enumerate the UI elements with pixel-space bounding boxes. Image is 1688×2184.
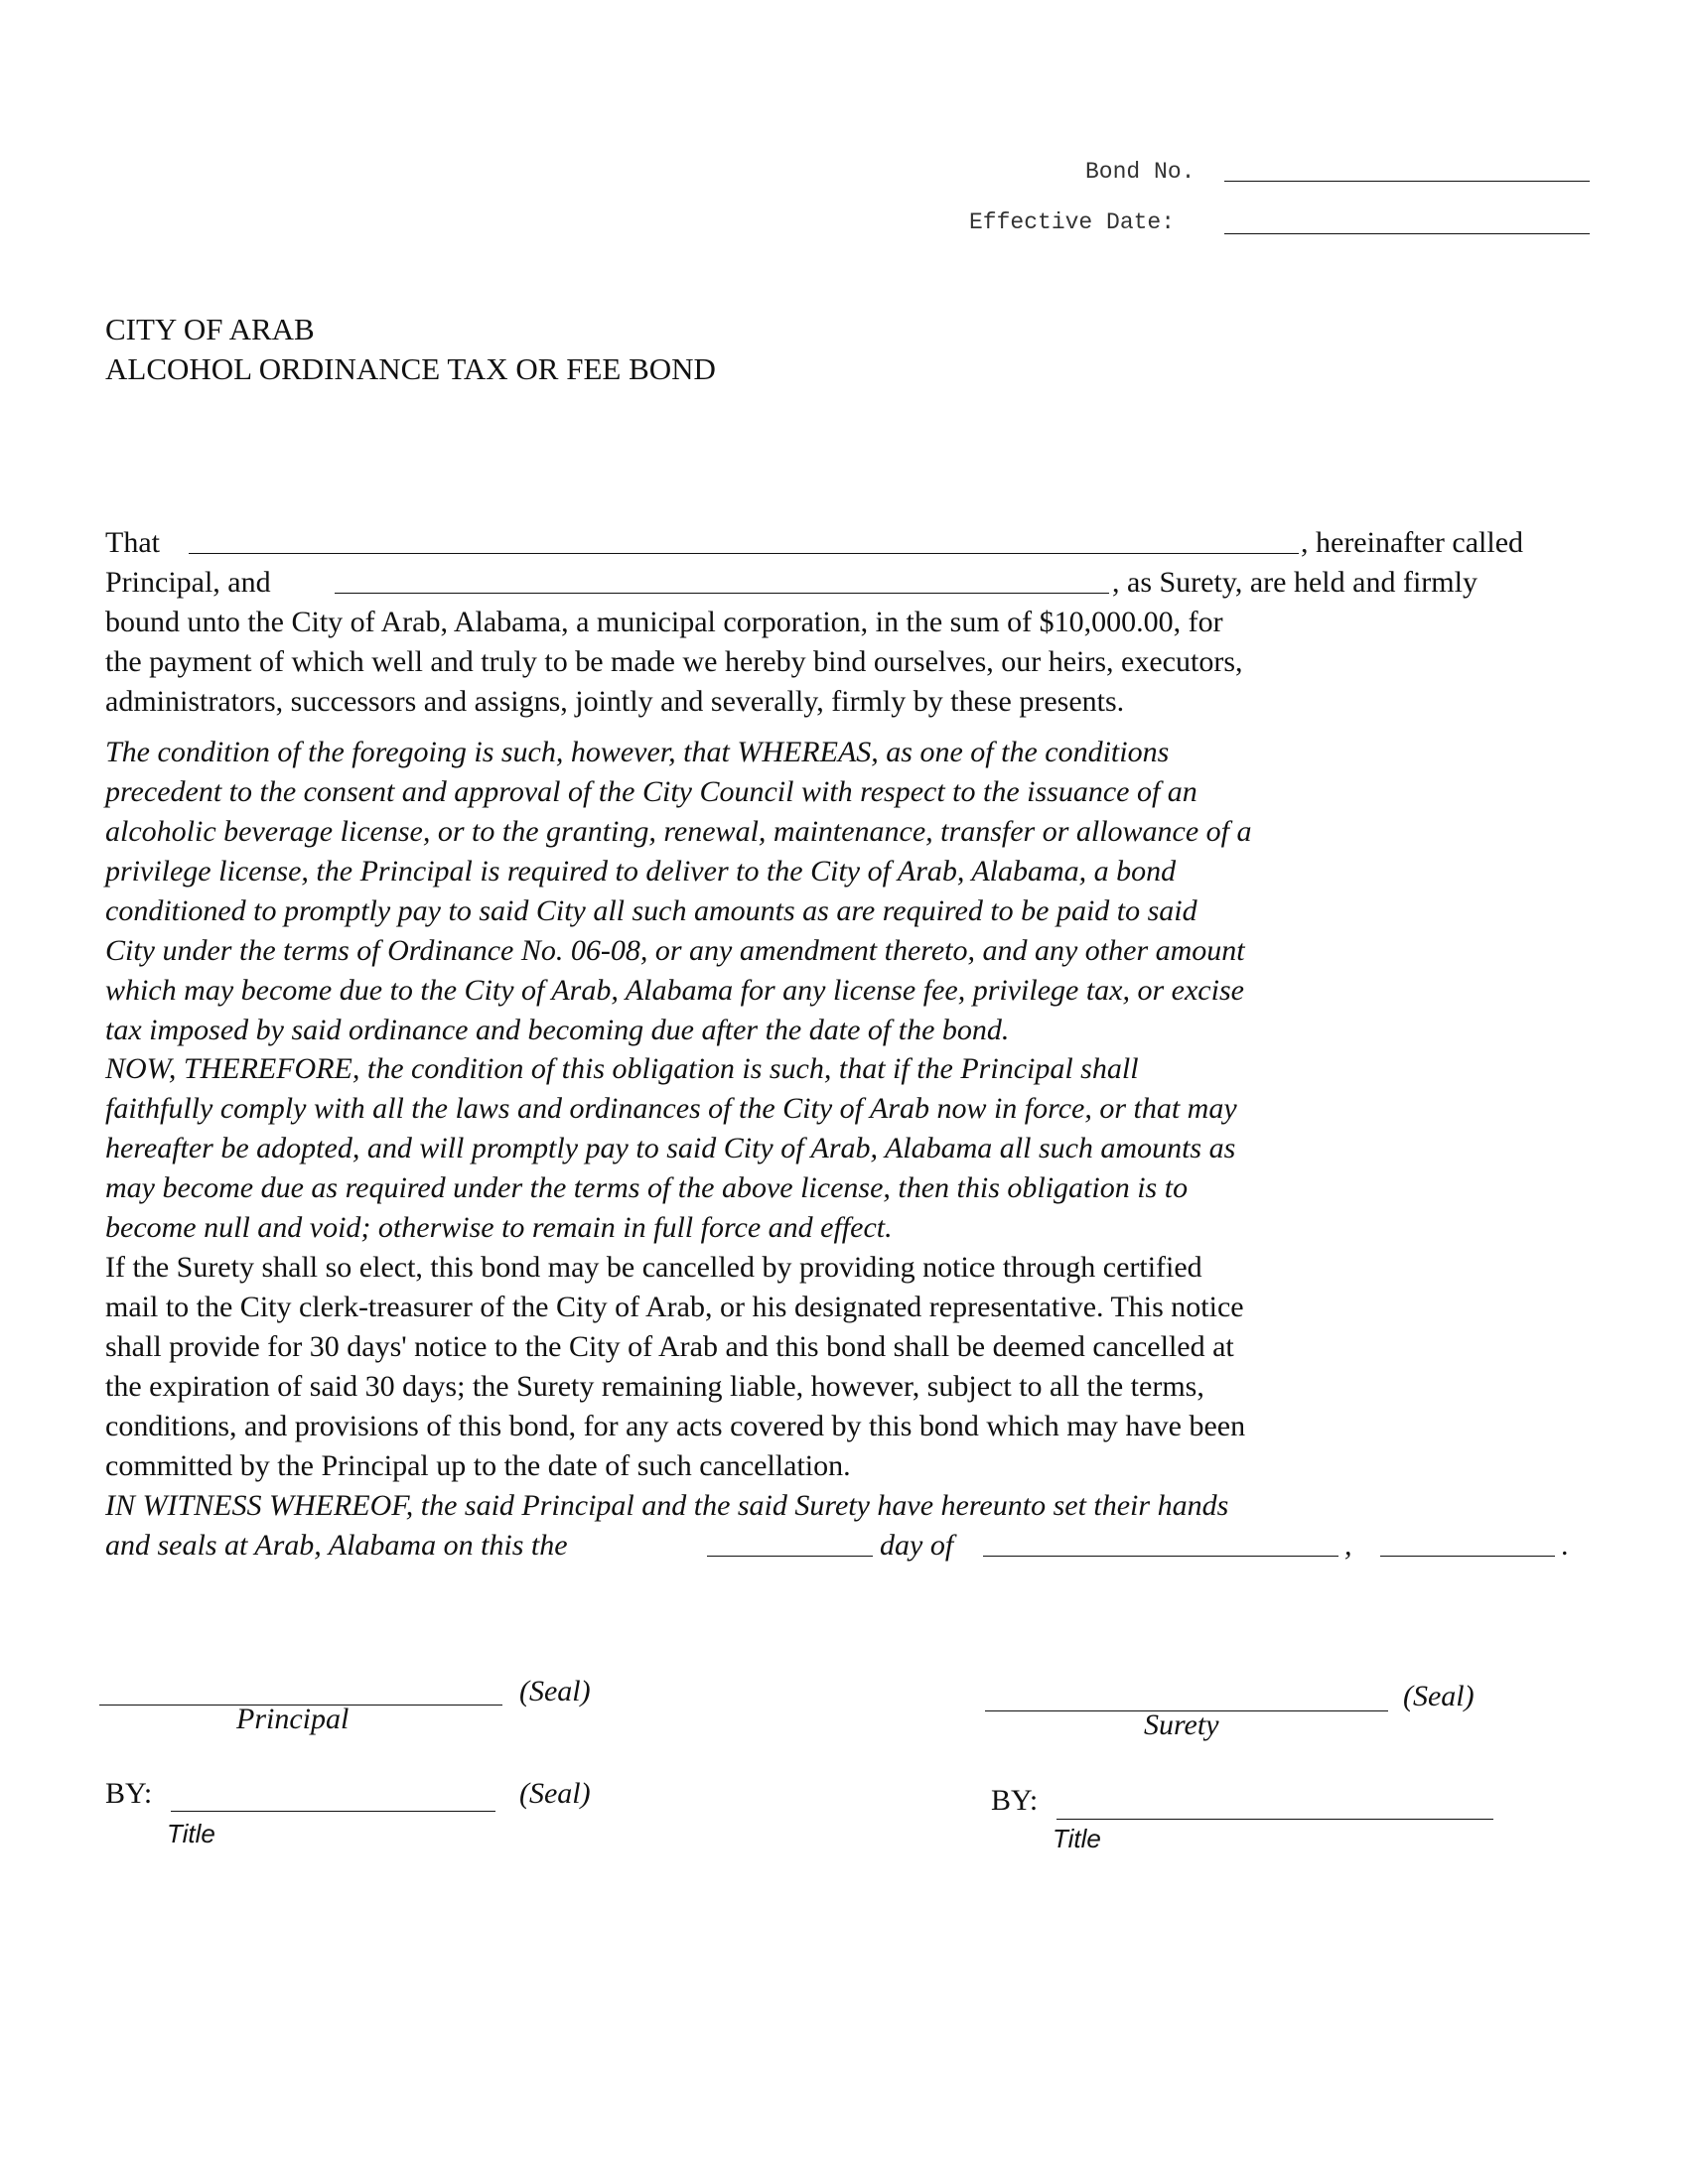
comma-text: , (1344, 1529, 1352, 1562)
intro-line: the payment of which well and truly to be made we hereby bind ourselves, our heirs, executors, (105, 645, 1243, 678)
therefore-paragraph (105, 1049, 1237, 1248)
witness-line-2: and seals at Arab, Alabama on this the (105, 1529, 568, 1562)
condition-line: alcoholic beverage license, or to the granting, renewal, maintenance, transfer or allowance of a (105, 815, 1252, 848)
principal-by-seal: (Seal) (519, 1777, 591, 1810)
condition-line: tax imposed by said ordinance and becoming due after the date of the bond. (105, 1014, 1010, 1046)
condition-paragraph (105, 733, 1252, 1050)
bond-no-label: Bond No. (1085, 159, 1196, 185)
principal-label: Principal (236, 1703, 350, 1735)
surety-title-label: Title (1053, 1824, 1101, 1853)
therefore-line: may become due as required under the terms of the above license, then this obligation is to (105, 1171, 1189, 1204)
cancel-line: conditions, and provisions of this bond, for any acts covered by this bond which may have been (105, 1410, 1246, 1442)
effective-date-label: Effective Date: (969, 209, 1176, 235)
surety-name-field[interactable] (335, 593, 1109, 594)
principal-by-label: BY: (105, 1777, 153, 1810)
therefore-line: become null and void; otherwise to remain in full force and effect. (105, 1211, 893, 1244)
intro-paragraph (105, 603, 1243, 722)
intro-line: bound unto the City of Arab, Alabama, a municipal corporation, in the sum of $10,000.00, for (105, 606, 1223, 638)
as-surety-text: , as Surety, are held and firmly (1112, 566, 1477, 599)
condition-line: conditioned to promptly pay to said City all such amounts as are required to be paid to said (105, 894, 1197, 927)
effective-date-field[interactable] (1224, 233, 1590, 234)
that-text: That (105, 526, 160, 559)
principal-by-line[interactable] (171, 1811, 495, 1812)
cancel-line: mail to the City clerk-treasurer of the City of Arab, or his designated representative. This notice (105, 1291, 1244, 1323)
title-bond-name: ALCOHOL ORDINANCE TAX OR FEE BOND (105, 351, 716, 386)
surety-by-line[interactable] (1056, 1819, 1493, 1820)
condition-line: precedent to the consent and approval of the City Council with respect to the issuance of an (105, 775, 1197, 808)
condition-line: which may become due to the City of Arab, Alabama for any license fee, privilege tax, or excise (105, 974, 1244, 1007)
year-field[interactable] (1380, 1556, 1555, 1557)
principal-name-field[interactable] (189, 553, 1299, 554)
principal-title-label: Title (167, 1819, 215, 1848)
cancel-line: If the Surety shall so elect, this bond may be cancelled by providing notice through certified (105, 1251, 1202, 1284)
condition-line: City under the terms of Ordinance No. 06-08, or any amendment thereto, and any other amount (105, 934, 1245, 967)
cancel-line: committed by the Principal up to the date of such cancellation. (105, 1449, 851, 1482)
therefore-line: faithfully comply with all the laws and ordinances of the City of Arab now in force, or that may (105, 1092, 1237, 1125)
surety-seal: (Seal) (1403, 1680, 1475, 1712)
bond-no-field[interactable] (1224, 181, 1590, 182)
therefore-line: hereafter be adopted, and will promptly pay to said City of Arab, Alabama all such amounts as (105, 1132, 1236, 1164)
principal-seal: (Seal) (519, 1675, 591, 1707)
condition-line: privilege license, the Principal is required to deliver to the City of Arab, Alabama, a bond (105, 855, 1177, 887)
cancel-line: shall provide for 30 days' notice to the City of Arab and this bond shall be deemed cancelled at (105, 1330, 1234, 1363)
title-city: CITY OF ARAB (105, 312, 315, 346)
day-of-text: day of (880, 1529, 954, 1562)
intro-line: administrators, successors and assigns, jointly and severally, firmly by these presents. (105, 685, 1125, 718)
hereinafter-text: , hereinafter called (1301, 526, 1524, 559)
condition-line: The condition of the foregoing is such, however, that WHEREAS, as one of the conditions (105, 736, 1170, 768)
day-field[interactable] (707, 1556, 873, 1557)
principal-and-text: Principal, and (105, 566, 271, 599)
cancellation-paragraph (105, 1248, 1245, 1486)
document-title (105, 310, 716, 389)
cancel-line: the expiration of said 30 days; the Surety remaining liable, however, subject to all the terms, (105, 1370, 1204, 1403)
witness-line-1: IN WITNESS WHEREOF, the said Principal and the said Surety have hereunto set their hands (105, 1489, 1229, 1522)
surety-by-label: BY: (991, 1784, 1039, 1817)
period-text: . (1561, 1529, 1569, 1562)
surety-label: Surety (1144, 1708, 1219, 1741)
month-field[interactable] (983, 1556, 1338, 1557)
therefore-line: NOW, THEREFORE, the condition of this obligation is such, that if the Principal shall (105, 1052, 1139, 1085)
